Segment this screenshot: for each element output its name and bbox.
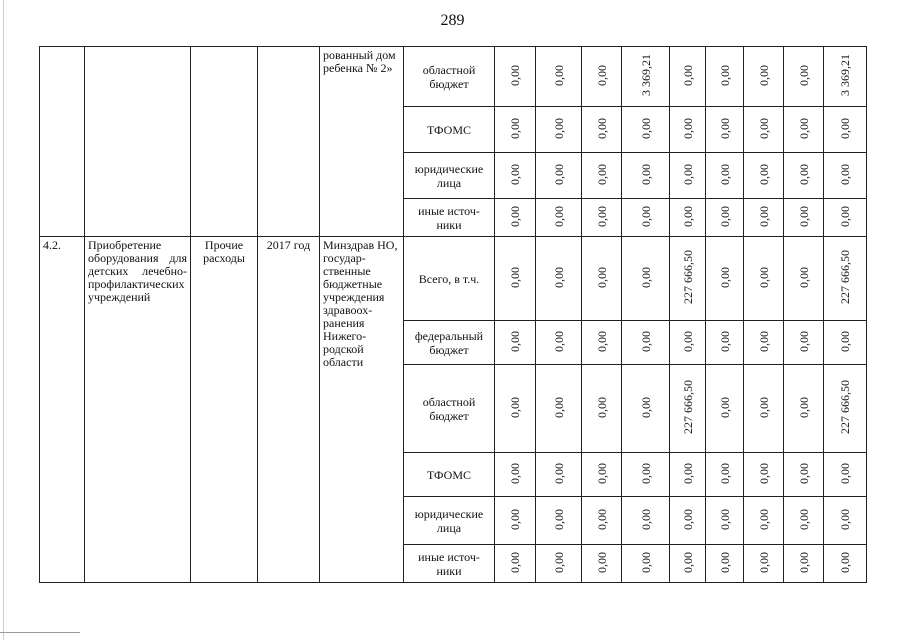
value-cell bbox=[670, 497, 706, 545]
source-cell: областной бюджет bbox=[404, 47, 495, 107]
value-cell bbox=[582, 199, 622, 237]
value-cell bbox=[706, 107, 744, 153]
value-cell bbox=[582, 497, 622, 545]
value-cell bbox=[744, 497, 784, 545]
value-text: 0,00 bbox=[796, 396, 811, 418]
value-text: 0,00 bbox=[717, 551, 732, 573]
value-text: 0,00 bbox=[717, 508, 732, 530]
value-text: 0,00 bbox=[756, 205, 771, 227]
value-cell bbox=[582, 365, 622, 453]
value-cell bbox=[495, 497, 536, 545]
value-cell bbox=[670, 545, 706, 583]
value-text: 0,00 bbox=[508, 551, 522, 573]
value-text: 0,00 bbox=[717, 64, 732, 86]
value-text: 0,00 bbox=[594, 396, 609, 418]
year: 2017 год bbox=[258, 237, 320, 583]
value-text: 0,00 bbox=[594, 163, 609, 185]
executor: Минздрав НО, государ-ственные бюджетные учреждения здравоох-ранения Нижего-родской области bbox=[320, 237, 404, 583]
value-cell bbox=[784, 545, 824, 583]
source-cell: федеральный бюджет bbox=[404, 321, 495, 365]
value-text: 0,00 bbox=[756, 64, 771, 86]
page-number: 289 bbox=[440, 12, 465, 29]
value-text: 0,00 bbox=[796, 117, 811, 139]
value-cell bbox=[495, 199, 536, 237]
value-cell bbox=[744, 153, 784, 199]
value-cell bbox=[744, 107, 784, 153]
value-text: 0,00 bbox=[551, 396, 566, 418]
value-text: 0,00 bbox=[638, 508, 653, 530]
value-cell bbox=[744, 365, 784, 453]
value-text: 0,00 bbox=[838, 205, 852, 227]
value-cell bbox=[670, 365, 706, 453]
table-row bbox=[40, 237, 867, 321]
value-cell bbox=[670, 237, 706, 321]
value-cell bbox=[670, 199, 706, 237]
value-text: 0,00 bbox=[638, 551, 653, 573]
source-cell: областной бюджет bbox=[404, 365, 495, 453]
value-cell bbox=[824, 47, 867, 107]
value-text: 0,00 bbox=[680, 117, 695, 139]
value-text: 0,00 bbox=[508, 330, 522, 352]
value-cell bbox=[784, 47, 824, 107]
expense-type: Прочие расходы bbox=[191, 237, 258, 583]
value-cell bbox=[495, 453, 536, 497]
value-text: 0,00 bbox=[508, 266, 522, 288]
value-cell bbox=[670, 453, 706, 497]
value-cell bbox=[582, 107, 622, 153]
value-text: 0,00 bbox=[838, 462, 852, 484]
value-cell bbox=[622, 321, 670, 365]
value-cell bbox=[622, 237, 670, 321]
value-text: 227 666,50 bbox=[680, 380, 695, 434]
value-cell bbox=[744, 199, 784, 237]
value-text: 0,00 bbox=[796, 330, 811, 352]
value-cell bbox=[706, 47, 744, 107]
value-text: 0,00 bbox=[796, 64, 811, 86]
value-cell bbox=[670, 47, 706, 107]
value-cell bbox=[784, 453, 824, 497]
value-cell bbox=[495, 545, 536, 583]
value-cell bbox=[784, 153, 824, 199]
value-cell bbox=[706, 497, 744, 545]
source-cell: иные источ-ники bbox=[404, 545, 495, 583]
value-text: 3 369,21 bbox=[838, 54, 852, 96]
value-cell bbox=[670, 153, 706, 199]
value-cell bbox=[536, 237, 582, 321]
value-text: 0,00 bbox=[551, 508, 566, 530]
value-text: 0,00 bbox=[796, 462, 811, 484]
value-text: 0,00 bbox=[551, 551, 566, 573]
value-cell bbox=[495, 153, 536, 199]
value-cell bbox=[824, 321, 867, 365]
value-text: 0,00 bbox=[796, 266, 811, 288]
value-cell bbox=[744, 545, 784, 583]
value-text: 0,00 bbox=[594, 205, 609, 227]
value-cell bbox=[536, 453, 582, 497]
value-cell bbox=[622, 199, 670, 237]
value-cell bbox=[784, 365, 824, 453]
value-text: 0,00 bbox=[838, 508, 852, 530]
value-text: 0,00 bbox=[717, 205, 732, 227]
value-text: 0,00 bbox=[594, 266, 609, 288]
value-cell bbox=[536, 199, 582, 237]
value-text: 0,00 bbox=[508, 64, 522, 86]
value-cell bbox=[536, 545, 582, 583]
value-cell bbox=[706, 199, 744, 237]
value-text: 0,00 bbox=[756, 330, 771, 352]
value-cell bbox=[706, 321, 744, 365]
value-text: 0,00 bbox=[638, 330, 653, 352]
value-cell bbox=[784, 107, 824, 153]
value-text: 0,00 bbox=[638, 205, 653, 227]
value-cell bbox=[824, 497, 867, 545]
value-cell bbox=[744, 237, 784, 321]
value-text: 0,00 bbox=[680, 205, 695, 227]
value-cell bbox=[744, 321, 784, 365]
value-cell bbox=[495, 237, 536, 321]
source-cell: ТФОМС bbox=[404, 453, 495, 497]
value-text: 0,00 bbox=[594, 330, 609, 352]
value-text: 0,00 bbox=[756, 117, 771, 139]
executor-cell: рованный дом ребенка № 2» bbox=[320, 47, 404, 237]
value-text: 0,00 bbox=[717, 396, 732, 418]
value-cell bbox=[582, 321, 622, 365]
value-text: 0,00 bbox=[796, 551, 811, 573]
value-cell bbox=[706, 545, 744, 583]
value-cell bbox=[824, 153, 867, 199]
value-cell bbox=[495, 107, 536, 153]
value-text: 0,00 bbox=[680, 508, 695, 530]
value-text: 0,00 bbox=[717, 462, 732, 484]
value-cell bbox=[784, 199, 824, 237]
footer-rule bbox=[0, 632, 80, 633]
value-text: 0,00 bbox=[638, 396, 653, 418]
value-text: 0,00 bbox=[756, 551, 771, 573]
value-cell bbox=[536, 107, 582, 153]
value-text: 0,00 bbox=[756, 163, 771, 185]
value-text: 0,00 bbox=[508, 205, 522, 227]
value-text: 0,00 bbox=[551, 462, 566, 484]
value-cell bbox=[495, 321, 536, 365]
value-cell bbox=[582, 453, 622, 497]
value-text: 0,00 bbox=[594, 508, 609, 530]
value-cell bbox=[670, 107, 706, 153]
value-text: 0,00 bbox=[838, 117, 852, 139]
value-text: 0,00 bbox=[638, 266, 653, 288]
value-text: 0,00 bbox=[508, 163, 522, 185]
value-text: 0,00 bbox=[680, 64, 695, 86]
source-cell: иные источ-ники bbox=[404, 199, 495, 237]
value-cell bbox=[536, 321, 582, 365]
item-name: Приобретение оборудования для детских лечебно-профилактических учреждений bbox=[85, 237, 191, 583]
value-text: 0,00 bbox=[638, 163, 653, 185]
value-text: 0,00 bbox=[508, 396, 522, 418]
value-cell bbox=[784, 237, 824, 321]
col-number-cell bbox=[40, 47, 85, 237]
value-cell bbox=[622, 497, 670, 545]
value-text: 0,00 bbox=[551, 330, 566, 352]
value-cell bbox=[744, 453, 784, 497]
value-text: 227 666,50 bbox=[680, 250, 695, 304]
value-cell bbox=[622, 453, 670, 497]
value-text: 0,00 bbox=[796, 205, 811, 227]
source-cell: Всего, в т.ч. bbox=[404, 237, 495, 321]
value-text: 0,00 bbox=[594, 117, 609, 139]
value-cell bbox=[622, 47, 670, 107]
value-text: 0,00 bbox=[756, 266, 771, 288]
col-name-cell bbox=[85, 47, 191, 237]
value-text: 0,00 bbox=[594, 551, 609, 573]
value-cell bbox=[824, 199, 867, 237]
value-text: 0,00 bbox=[680, 551, 695, 573]
value-cell bbox=[622, 545, 670, 583]
value-text: 0,00 bbox=[796, 163, 811, 185]
value-text: 0,00 bbox=[680, 462, 695, 484]
value-text: 0,00 bbox=[594, 64, 609, 86]
value-cell bbox=[824, 453, 867, 497]
value-cell bbox=[706, 365, 744, 453]
value-cell bbox=[536, 365, 582, 453]
value-cell bbox=[536, 47, 582, 107]
value-cell bbox=[824, 107, 867, 153]
value-text: 0,00 bbox=[594, 462, 609, 484]
value-text: 0,00 bbox=[756, 462, 771, 484]
value-text: 0,00 bbox=[508, 508, 522, 530]
value-text: 3 369,21 bbox=[638, 54, 653, 96]
value-text: 0,00 bbox=[838, 551, 852, 573]
value-text: 0,00 bbox=[717, 330, 732, 352]
value-text: 0,00 bbox=[838, 330, 852, 352]
value-cell bbox=[582, 47, 622, 107]
value-text: 0,00 bbox=[551, 205, 566, 227]
value-cell bbox=[582, 545, 622, 583]
value-text: 0,00 bbox=[717, 117, 732, 139]
value-text: 0,00 bbox=[680, 330, 695, 352]
value-text: 0,00 bbox=[638, 462, 653, 484]
value-text: 227 666,50 bbox=[838, 250, 852, 304]
value-cell bbox=[784, 321, 824, 365]
value-cell bbox=[706, 237, 744, 321]
value-text: 0,00 bbox=[508, 117, 522, 139]
value-cell bbox=[622, 153, 670, 199]
value-text: 0,00 bbox=[680, 163, 695, 185]
value-cell bbox=[670, 321, 706, 365]
value-cell bbox=[582, 237, 622, 321]
value-text: 0,00 bbox=[756, 508, 771, 530]
value-cell bbox=[622, 107, 670, 153]
value-text: 0,00 bbox=[508, 462, 522, 484]
value-text: 0,00 bbox=[756, 396, 771, 418]
value-cell bbox=[706, 453, 744, 497]
value-cell bbox=[495, 47, 536, 107]
value-text: 0,00 bbox=[796, 508, 811, 530]
value-text: 0,00 bbox=[838, 163, 852, 185]
value-cell bbox=[582, 153, 622, 199]
value-text: 0,00 bbox=[551, 64, 566, 86]
value-cell bbox=[706, 153, 744, 199]
value-text: 0,00 bbox=[717, 163, 732, 185]
table-row bbox=[40, 47, 867, 107]
col-expense-cell bbox=[191, 47, 258, 237]
value-cell bbox=[622, 365, 670, 453]
value-cell bbox=[495, 365, 536, 453]
budget-table bbox=[39, 46, 867, 583]
value-text: 0,00 bbox=[551, 117, 566, 139]
col-year-cell bbox=[258, 47, 320, 237]
value-cell bbox=[536, 153, 582, 199]
source-cell: юридические лица bbox=[404, 497, 495, 545]
value-cell bbox=[784, 497, 824, 545]
source-cell: ТФОМС bbox=[404, 107, 495, 153]
source-cell: юридические лица bbox=[404, 153, 495, 199]
value-cell bbox=[824, 237, 867, 321]
item-number: 4.2. bbox=[40, 237, 85, 583]
value-cell bbox=[824, 365, 867, 453]
value-text: 0,00 bbox=[551, 266, 566, 288]
value-cell bbox=[744, 47, 784, 107]
value-text: 0,00 bbox=[551, 163, 566, 185]
value-text: 227 666,50 bbox=[838, 380, 852, 434]
value-text: 0,00 bbox=[717, 266, 732, 288]
value-cell bbox=[536, 497, 582, 545]
value-text: 0,00 bbox=[638, 117, 653, 139]
value-cell bbox=[824, 545, 867, 583]
scan-edge-line bbox=[3, 0, 4, 640]
